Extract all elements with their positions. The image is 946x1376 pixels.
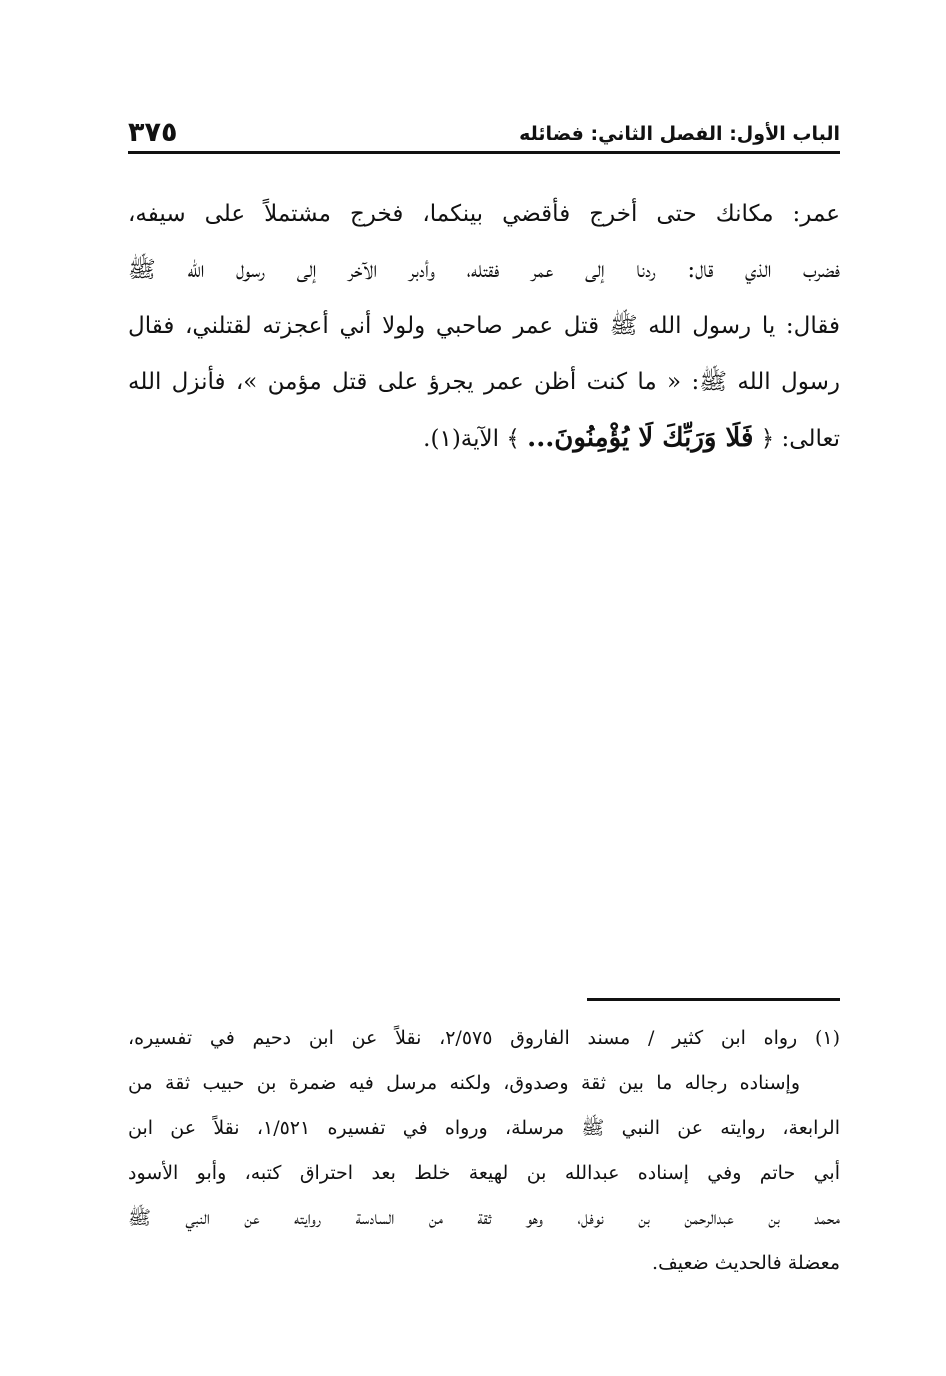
text-line: رسول الله ﷺ: « ما كنت أظن عمر يجرؤ على قتل مؤمن »، فأنزل الله xyxy=(128,369,840,395)
footnote-line: أبي حاتم وفي إسناده عبدالله بن لهيعة خلط بعد احتراق كتبه، وأبو الأسود xyxy=(128,1162,840,1184)
footnote-line: (١) رواه ابن كثير / مسند الفاروق ٢/٥٧٥، نقلاً عن ابن دحيم في تفسيره، xyxy=(128,1027,840,1049)
main-text xyxy=(128,186,840,466)
text-line: عمر: مكانك حتى أخرج فأقضي بينكما، فخرج مشتملاً على سيفه، xyxy=(128,201,840,227)
footnote-line: وإسناده رجاله ما بين ثقة وصدوق، ولكنه مرسل فيه ضمرة بن حبيب ثقة من xyxy=(128,1072,800,1094)
footnote-line: محمد بن عبدالرحمن بن نوفل، وهو ثقة من السادسة روايته عن النبي ﷺ xyxy=(128,1207,840,1229)
header-rule xyxy=(128,151,840,154)
text-line: فقال: يا رسول الله ﷺ قتل عمر صاحبي ولولا أني أعجزته لقتلني، فقال xyxy=(128,313,840,339)
page-number: ٣٧٥ xyxy=(128,117,178,148)
footnote-line: الرابعة، روايته عن النبي ﷺ مرسلة، ورواه في تفسيره ١/٥٢١، نقلاً عن ابن xyxy=(128,1117,840,1139)
quran-verse: فَلَا وَرَبِّكَ لَا يُؤْمِنُونَ... xyxy=(527,423,754,453)
footnote xyxy=(128,1016,840,1286)
footnote-rule xyxy=(587,998,840,1001)
verse-intro: تعالى: ﴿ xyxy=(760,426,840,452)
verse-reference: ﴾ الآية(١). xyxy=(423,426,520,452)
text-line: فضرب الذي قال: ردنا إلى عمر فقتله، وأدبر الآخر إلى رسول الله ﷺ xyxy=(128,257,840,283)
footnote-line: معضلة فالحديث ضعيف. xyxy=(652,1252,840,1274)
text-line xyxy=(128,410,840,466)
chapter-title: الباب الأول: الفصل الثاني: فضائله xyxy=(519,123,840,145)
running-header xyxy=(128,112,840,148)
